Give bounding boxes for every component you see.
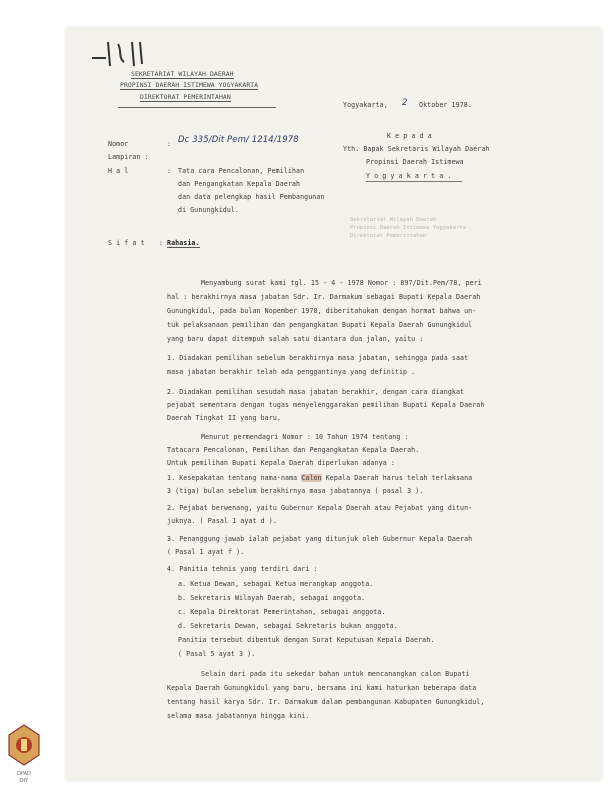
body-line: Gunungkidul, pada bulan Nopember 1978, diberitahukan dengan hormat bahwa un- [167, 307, 477, 315]
closing-line: Kepala Daerah Gunungkidul yang baru, bersama ini kami haturkan beberapa data [167, 684, 477, 692]
stamp-ghost-line: Sekretariat Wilayah Daerah [350, 217, 437, 223]
recipient-line: Yth. Bapak Sekretaris Wilayah Daerah [343, 145, 490, 153]
lampiran-label: Lampiran : [108, 153, 149, 161]
handwritten-scribble [88, 36, 158, 70]
requirement-line: 3 (tiga) bulan sebelum berakhirnya masa jabatannya ( pasal 3 ). [167, 487, 424, 495]
recipient-line: Propinsi Daerah Istimewa [366, 158, 464, 166]
panitia-line: d. Sekretaris Dewan, sebagai Sekretaris bukan anggota. [178, 622, 398, 630]
regulation-line: Menurut permendagri Nomor : 10 Tahun 1974 tentang : [201, 433, 409, 441]
archive-logo-icon [6, 723, 42, 775]
body-line: tuk pelaksanaan pemilihan dan pengangkatan Bupati Kepala Daerah Gunungkidul [167, 321, 473, 329]
panitia-line: b. Sekretaris Wilayah Daerah, sebagai anggota. [178, 594, 366, 602]
recipient-line: Y o g y a k a r t a . [366, 172, 452, 180]
hal-label: H a l [108, 167, 129, 175]
option-line: 2. Diadakan pemilihan sesudah masa jabatan berakhir, dengan cara diangkat [167, 388, 465, 396]
highlighted-word: Calon [301, 474, 322, 482]
panitia-line: ( Pasal 5 ayat 3 ). [178, 650, 256, 658]
requirement-line: 2. Pejabat berwenang, yaitu Gubernur Kepala Daerah atau Pejabat yang ditun- [167, 504, 473, 512]
body-line: yang baru dapat ditempuh salah satu diantara dua jalan, yaitu : [167, 335, 424, 343]
closing-line: selama masa jabatannya hingga kini. [167, 712, 310, 720]
logo-text-line-1: DPAD [17, 771, 31, 777]
letterhead-line-1: SEKRETARIAT WILAYAH DAERAH [131, 70, 234, 78]
nomor-label: Nomor [108, 140, 129, 148]
requirement-line: juknya. ( Pasal 1 ayat d ). [167, 517, 277, 525]
hal-line: di Gunungkidul. [178, 206, 240, 214]
hal-colon: : [167, 167, 172, 175]
place-label: Yogyakarta, [343, 101, 388, 109]
body-line: Menyambung surat kami tgl. 15 - 4 - 1978 Nomor : 897/Dit.Pem/78, peri [201, 279, 482, 287]
requirement-line [167, 474, 472, 482]
requirement-line: 3. Penanggung jawab ialah pejabat yang ditunjuk oleh Gubernur Kepala Daerah [167, 535, 473, 543]
requirement-line: ( Pasal 1 ayat f ). [167, 548, 245, 556]
stamp-ghost-line: Direktorat Pemerintahan [350, 233, 427, 239]
hal-line: Tata cara Pencalonan, Pemilihan [178, 167, 305, 175]
stamp-ghost-line: Propinsi Daerah Istimewa Yogyakarta [350, 225, 466, 231]
hal-line: dan data pelengkap hasil Pembangunan [178, 193, 325, 201]
sifat-colon: : [159, 239, 164, 247]
requirement-line: 4. Panitia tehnis yang terdiri dari : [167, 565, 318, 573]
option-line: pejabat sementara dengan tugas menyelenggarakan pemilihan Bupati Kepala Daerah [167, 401, 485, 409]
logo-text-line-2: DIY [19, 778, 29, 784]
option-line: 1. Diadakan pemilihan sebelum berakhirnya masa jabatan, sehingga pada saat [167, 354, 469, 362]
sifat-label: S i f a t [108, 239, 145, 247]
panitia-line: Panitia tersebut dibentuk dengan Surat Keputusan Kepala Daerah. [178, 636, 435, 644]
hal-line: dan Pengangkatan Kepala Daerah [178, 180, 301, 188]
sifat-value: Rahasia. [167, 239, 200, 247]
regulation-line: Tatacara Pencalonan, Pemilihan dan Pengangkatan Kepala Daerah. [167, 446, 420, 454]
kepada-label: K e p a d a [387, 132, 432, 140]
requirement-text: Kepala Daerah harus telah terlaksana [321, 474, 473, 482]
letterhead-line-2: PROPINSI DAERAH ISTIMEWA YOGYAKARTA [120, 81, 259, 89]
body-line: hal : berakhirnya masa jabatan Sdr. Ir. Darmakum sebagai Bupati Kepala Daerah [167, 293, 481, 301]
date-day-handwritten: 2 [402, 98, 408, 108]
requirement-text: 1. Kesepakatan tentang nama-nama [167, 474, 298, 482]
option-line: masa jabatan berakhir telah ada penggantinya yang definitip . [167, 368, 416, 376]
letterhead-line-3: DIREKTORAT PEMERINTAHAN [140, 93, 231, 101]
recipient-rule [366, 181, 462, 182]
panitia-line: a. Ketua Dewan, sebagai Ketua merangkap anggota. [178, 580, 374, 588]
nomor-value-handwritten: Dc 335/Dit Pem/ 1214/1978 [178, 135, 299, 145]
letterhead-rule [118, 107, 276, 108]
panitia-line: c. Kepala Direktorat Pemerintahan, sebagai anggota. [178, 608, 386, 616]
closing-line: tentang hasil karya Sdr. Ir. Darmakum dalam pembangunan Kabupaten Gunungkidul, [167, 698, 485, 706]
closing-line: Selain dari pada itu sekedar bahan untuk mencanangkan calon Bupati [201, 670, 470, 678]
nomor-colon: : [167, 140, 172, 148]
option-line: Daerah Tingkat II yang baru. [167, 414, 281, 422]
regulation-line: Untuk pemilihan Bupati Kepala Daerah diperlukan adanya : [167, 459, 395, 467]
date-month-year: Oktober 1978. [419, 101, 472, 109]
